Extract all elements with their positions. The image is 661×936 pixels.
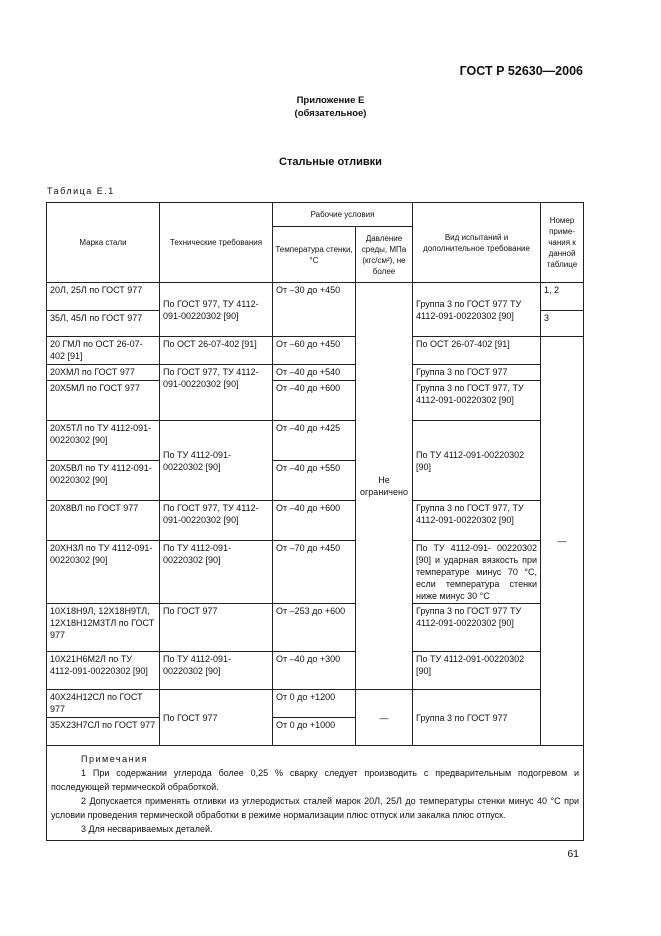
grade-cell: 20ХМЛ по ГОСТ 977 xyxy=(47,365,160,381)
note-item: 2 Допускается применять отливки из углеродистых сталей марок 20Л, 25Л до температуры стенки минус 40 °С при условии проведения термической обработки в режиме нормализации плюс отпуск или закалка плюс отпуск. xyxy=(51,796,580,820)
pressure-cell: Не ограничено xyxy=(356,283,413,690)
steel-castings-table xyxy=(46,202,584,841)
requirements-cell: По ТУ 4112-091-00220302 [90] xyxy=(160,652,273,690)
note-number-cell: — xyxy=(541,337,584,746)
grade-cell: 35Л, 45Л по ГОСТ 977 xyxy=(47,311,160,337)
page-number: 61 xyxy=(567,848,579,860)
temperature-cell: От –40 до +300 xyxy=(273,652,356,690)
tests-cell: По ОСТ 26-07-402 [91] xyxy=(413,337,541,365)
tests-cell: Группа 3 по ГОСТ 977 ТУ 4112-091-00220302 [90] xyxy=(413,283,541,337)
temperature-cell: От –30 до +450 xyxy=(273,283,356,337)
grade-cell: 20Х5ТЛ по ТУ 4112-091-00220302 [90] xyxy=(47,421,160,461)
grade-cell: 20ХН3Л по ТУ 4112-091-00220302 [90] xyxy=(47,541,160,604)
notes-block xyxy=(47,746,584,841)
note-item: 1 При содержании углерода более 0,25 % сварку следует производить с предварительным подогревом и последующей термической обработкой. xyxy=(51,768,580,792)
grade-cell: 40Х24Н12СЛ по ГОСТ 977 xyxy=(47,690,160,718)
document-code: ГОСТ Р 52630—2006 xyxy=(459,64,583,78)
temperature-cell: От –70 до +450 xyxy=(273,541,356,604)
col-header-note-number: Номер приме-чания к данной таблице xyxy=(541,203,584,283)
grade-cell: 10Х21Н6М2Л по ТУ 4112-091-00220302 [90] xyxy=(47,652,160,690)
grade-cell: 10Х18Н9Л, 12Х18Н9ТЛ, 12Х18Н12М3ТЛ по ГОСТ 977 xyxy=(47,604,160,652)
tests-cell: По ТУ 4112-091-00220302 [90] xyxy=(413,652,541,690)
grade-cell: 20Л, 25Л по ГОСТ 977 xyxy=(47,283,160,311)
tests-cell: Группа 3 по ГОСТ 977, ТУ 4112-091-00220302 [90] xyxy=(413,381,541,421)
tests-cell: Группа 3 по ГОСТ 977, ТУ 4112-091-00220302 [90] xyxy=(413,501,541,541)
temperature-cell: От 0 до +1200 xyxy=(273,690,356,718)
requirements-cell: По ГОСТ 977, ТУ 4112-091-00220302 [90] xyxy=(160,365,273,421)
requirements-cell: По ТУ 4112-091-00220302 [90] xyxy=(160,541,273,604)
note-number-cell: 1, 2 xyxy=(541,283,584,311)
temperature-cell: От –40 до +600 xyxy=(273,501,356,541)
temperature-cell: От –40 до +550 xyxy=(273,461,356,501)
appendix-title: Приложение Е xyxy=(296,95,365,106)
tests-cell: Группа 3 по ГОСТ 977 ТУ 4112-091-00220302 [90] xyxy=(413,604,541,652)
tests-cell: Группа 3 по ГОСТ 977 xyxy=(413,365,541,381)
temperature-cell: От 0 до +1000 xyxy=(273,718,356,746)
col-header-temperature: Температура стенки, °С xyxy=(273,227,356,283)
table-caption: Таблица Е.1 xyxy=(47,186,115,196)
col-header-grade: Марка стали xyxy=(47,203,160,283)
grade-cell: 35Х23Н7СЛ по ГОСТ 977 xyxy=(47,718,160,746)
note-item: 3 Для несвариваемых деталей. xyxy=(81,824,213,834)
grade-cell: 20Х5МЛ по ГОСТ 977 xyxy=(47,381,160,421)
temperature-cell: От –40 до +425 xyxy=(273,421,356,461)
requirements-cell: По ГОСТ 977, ТУ 4112-091-00220302 [90] xyxy=(160,501,273,541)
grade-cell: 20Х5ВЛ по ТУ 4112-091-00220302 [90] xyxy=(47,461,160,501)
note-number-cell: 3 xyxy=(541,311,584,337)
pressure-cell: — xyxy=(356,690,413,746)
col-header-tests: Вид испытаний и дополнительное требование xyxy=(413,203,541,283)
tests-cell: Группа 3 по ГОСТ 977 xyxy=(413,690,541,746)
grade-cell: 20Х8ВЛ по ГОСТ 977 xyxy=(47,501,160,541)
appendix-heading xyxy=(0,94,661,120)
grade-cell: 20 ГМЛ по ОСТ 26-07-402 [91] xyxy=(47,337,160,365)
col-header-conditions: Рабочие условия xyxy=(273,203,413,227)
notes-title: Примечания xyxy=(81,754,148,764)
col-header-requirements: Технические требования xyxy=(160,203,273,283)
temperature-cell: От –60 до +450 xyxy=(273,337,356,365)
temperature-cell: От –253 до +600 xyxy=(273,604,356,652)
section-title: Стальные отливки xyxy=(279,156,382,168)
requirements-cell: По ГОСТ 977, ТУ 4112-091-00220302 [90] xyxy=(160,283,273,337)
requirements-cell: По ГОСТ 977 xyxy=(160,690,273,746)
col-header-pressure: Давление среды, МПа (кгс/см²), не более xyxy=(356,227,413,283)
appendix-status: (обязательное) xyxy=(294,108,367,119)
tests-cell: По ТУ 4112-091- 00220302 [90] и ударная вязкость при температуре минус 70 °С, если температура стенки ниже минус 30 °С xyxy=(413,541,541,604)
temperature-cell: От –40 до +540 xyxy=(273,365,356,381)
requirements-cell: По ТУ 4112-091-00220302 [90] xyxy=(160,421,273,501)
temperature-cell: От –40 до +600 xyxy=(273,381,356,421)
requirements-cell: По ОСТ 26-07-402 [91] xyxy=(160,337,273,365)
requirements-cell: По ГОСТ 977 xyxy=(160,604,273,652)
tests-cell: По ТУ 4112-091-00220302 [90] xyxy=(413,421,541,501)
